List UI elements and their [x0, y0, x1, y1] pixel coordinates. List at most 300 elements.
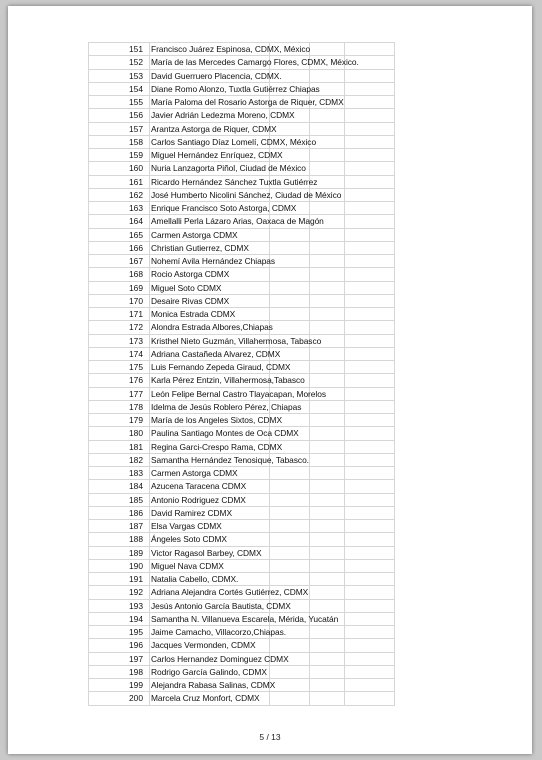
cell-divider	[344, 348, 345, 360]
cell-divider	[344, 573, 345, 585]
table-row	[89, 679, 395, 692]
cell-divider	[149, 202, 150, 214]
cell-divider	[309, 600, 310, 612]
row-name: María Paloma del Rosario Astorga de Riquer, CDMX	[151, 97, 344, 107]
cell-divider	[149, 56, 150, 68]
cell-divider	[309, 692, 310, 704]
cell-divider	[149, 162, 150, 174]
cell-divider	[149, 613, 150, 625]
row-number: 180	[129, 428, 143, 439]
table-row	[89, 441, 395, 454]
cell-divider	[149, 149, 150, 161]
cell-divider	[344, 560, 345, 572]
row-name: Amellalli Perla Lázaro Arias, Oaxaca de Magón	[151, 216, 324, 227]
cell-divider	[394, 176, 395, 188]
cell-divider	[269, 573, 270, 585]
cell-divider	[309, 348, 310, 360]
row-number: 156	[129, 110, 143, 121]
row-number: 197	[129, 653, 143, 664]
cell-divider	[149, 533, 150, 545]
cell-divider	[344, 96, 345, 108]
cell-divider	[309, 653, 310, 665]
cell-divider	[344, 229, 345, 241]
cell-divider	[269, 639, 270, 651]
row-number: 173	[129, 335, 143, 346]
row-name: Elsa Vargas CDMX	[151, 521, 222, 531]
cell-divider	[149, 494, 150, 506]
table-row	[89, 626, 395, 639]
row-name: Francisco Juárez Espinosa, CDMX, México	[151, 44, 311, 54]
table-row	[89, 70, 395, 83]
row-name: Samantha N. Villanueva Escarela, Mérida, Yucatán	[151, 613, 339, 624]
signature-table	[88, 42, 395, 706]
table-row	[89, 520, 395, 533]
cell-divider	[344, 189, 345, 201]
cell-divider	[149, 427, 150, 439]
row-number: 175	[129, 362, 143, 372]
row-number: 195	[129, 627, 143, 637]
cell-divider	[394, 653, 395, 665]
cell-divider	[149, 560, 150, 572]
cell-divider	[149, 573, 150, 585]
row-number: 182	[129, 454, 143, 465]
row-number: 158	[129, 136, 143, 147]
cell-divider	[344, 255, 345, 267]
cell-divider	[344, 441, 345, 453]
row-number: 162	[129, 189, 143, 200]
row-name: Alondra Estrada Albores,Chiapas	[151, 322, 273, 333]
cell-divider	[394, 520, 395, 532]
row-name: Natalia Cabello, CDMX.	[151, 574, 239, 584]
cell-divider	[394, 573, 395, 585]
cell-divider	[269, 533, 270, 545]
cell-divider	[344, 414, 345, 426]
row-number: 179	[129, 415, 143, 425]
cell-divider	[394, 454, 395, 466]
row-number: 199	[129, 680, 143, 690]
cell-divider	[309, 361, 310, 373]
cell-divider	[394, 268, 395, 280]
row-name: Rodrigo García Galindo, CDMX	[151, 666, 267, 677]
row-name: Luis Fernando Zepeda Giraud, CDMX	[151, 362, 291, 372]
row-number: 170	[129, 295, 143, 306]
cell-divider	[149, 255, 150, 267]
row-number: 166	[129, 242, 143, 253]
row-name: Idelma de Jesús Roblero Pérez, Chiapas	[151, 401, 302, 412]
cell-divider	[394, 560, 395, 572]
cell-divider	[344, 480, 345, 492]
cell-divider	[344, 282, 345, 294]
table-row	[89, 189, 395, 202]
cell-divider	[394, 480, 395, 492]
cell-divider	[269, 308, 270, 320]
cell-divider	[309, 520, 310, 532]
cell-divider	[394, 282, 395, 294]
cell-divider	[149, 454, 150, 466]
table-row	[89, 414, 395, 427]
cell-divider	[344, 613, 345, 625]
cell-divider	[149, 507, 150, 519]
table-row	[89, 335, 395, 348]
cell-divider	[344, 215, 345, 227]
table-row	[89, 560, 395, 573]
cell-divider	[344, 202, 345, 214]
cell-divider	[344, 600, 345, 612]
cell-divider	[344, 361, 345, 373]
cell-divider	[394, 639, 395, 651]
cell-divider	[149, 692, 150, 704]
row-number: 181	[129, 441, 143, 452]
cell-divider	[269, 295, 270, 307]
cell-divider	[269, 692, 270, 704]
row-name: Enrique Francisco Soto Astorga, CDMX	[151, 203, 297, 213]
cell-divider	[269, 480, 270, 492]
table-row	[89, 242, 395, 255]
row-name: Jesús Antonio García Bautista, CDMX	[151, 600, 291, 611]
cell-divider	[344, 321, 345, 333]
table-row	[89, 507, 395, 520]
cell-divider	[309, 268, 310, 280]
row-number: 200	[129, 693, 143, 704]
document-page	[8, 6, 532, 754]
cell-divider	[394, 600, 395, 612]
cell-divider	[269, 507, 270, 519]
cell-divider	[394, 202, 395, 214]
cell-divider	[394, 361, 395, 373]
table-row	[89, 202, 395, 215]
cell-divider	[344, 494, 345, 506]
cell-divider	[149, 441, 150, 453]
cell-divider	[344, 533, 345, 545]
row-name: Victor Ragasol Barbey, CDMX	[151, 547, 262, 558]
cell-divider	[269, 268, 270, 280]
row-number: 174	[129, 348, 143, 359]
row-name: David Guerruero Placencia, CDMX.	[151, 70, 282, 81]
cell-divider	[344, 666, 345, 678]
table-row	[89, 639, 395, 652]
cell-divider	[309, 454, 310, 466]
table-row	[89, 547, 395, 560]
cell-divider	[309, 573, 310, 585]
cell-divider	[149, 626, 150, 638]
cell-divider	[309, 123, 310, 135]
cell-divider	[269, 467, 270, 479]
cell-divider	[394, 414, 395, 426]
cell-divider	[344, 692, 345, 704]
row-number: 186	[129, 507, 143, 518]
row-number: 169	[129, 282, 143, 293]
cell-divider	[269, 560, 270, 572]
row-name: Carlos Santiago Díaz Lomelí, CDMX, México	[151, 136, 317, 147]
row-name: Monica Estrada CDMX	[151, 309, 236, 319]
table-row	[89, 321, 395, 334]
row-name: Adriana Alejandra Cortés Gutiérrez, CDMX	[151, 587, 309, 598]
table-row	[89, 533, 395, 546]
cell-divider	[149, 96, 150, 108]
table-row	[89, 586, 395, 599]
cell-divider	[149, 43, 150, 55]
cell-divider	[394, 613, 395, 625]
cell-divider	[309, 547, 310, 559]
cell-divider	[394, 189, 395, 201]
cell-divider	[309, 255, 310, 267]
row-number: 163	[129, 203, 143, 213]
row-number: 155	[129, 97, 143, 107]
cell-divider	[309, 533, 310, 545]
cell-divider	[344, 507, 345, 519]
cell-divider	[309, 308, 310, 320]
cell-divider	[149, 229, 150, 241]
cell-divider	[394, 43, 395, 55]
row-name: Desaire Rivas CDMX	[151, 295, 230, 306]
cell-divider	[344, 295, 345, 307]
row-number: 178	[129, 401, 143, 412]
row-name: Ricardo Hernández Sánchez Tuxtla Gutiérrez	[151, 176, 318, 187]
row-number: 161	[129, 176, 143, 187]
cell-divider	[344, 136, 345, 148]
cell-divider	[269, 282, 270, 294]
cell-divider	[309, 401, 310, 413]
cell-divider	[344, 70, 345, 82]
cell-divider	[309, 679, 310, 691]
cell-divider	[344, 388, 345, 400]
cell-divider	[394, 533, 395, 545]
cell-divider	[394, 374, 395, 386]
cell-divider	[149, 321, 150, 333]
cell-divider	[309, 242, 310, 254]
row-number: 152	[129, 57, 143, 68]
table-row	[89, 374, 395, 387]
cell-divider	[149, 268, 150, 280]
cell-divider	[309, 560, 310, 572]
row-number: 183	[129, 468, 143, 478]
cell-divider	[149, 679, 150, 691]
table-row	[89, 388, 395, 401]
cell-divider	[394, 242, 395, 254]
cell-divider	[344, 586, 345, 598]
cell-divider	[309, 467, 310, 479]
row-name: Carmen Astorga CDMX	[151, 229, 238, 240]
cell-divider	[309, 586, 310, 598]
row-name: José Humberto Nicolini Sánchez, Ciudad de México	[151, 189, 342, 200]
cell-divider	[149, 189, 150, 201]
row-name: Jaime Camacho, Villacorzo,Chiapas.	[151, 627, 286, 637]
cell-divider	[149, 480, 150, 492]
row-name: Marcela Cruz Monfort, CDMX	[151, 693, 260, 704]
cell-divider	[149, 653, 150, 665]
cell-divider	[344, 427, 345, 439]
cell-divider	[394, 679, 395, 691]
row-number: 190	[129, 560, 143, 571]
table-row	[89, 467, 395, 480]
table-row	[89, 295, 395, 308]
cell-divider	[394, 467, 395, 479]
cell-divider	[394, 441, 395, 453]
row-number: 171	[129, 309, 143, 319]
row-name: Rocio Astorga CDMX	[151, 269, 230, 280]
cell-divider	[344, 679, 345, 691]
cell-divider	[309, 70, 310, 82]
row-name: León Felipe Bernal Castro Tlayacapan, Morelos	[151, 388, 326, 399]
row-name: Miguel Nava CDMX	[151, 560, 224, 571]
cell-divider	[149, 401, 150, 413]
cell-divider	[344, 467, 345, 479]
cell-divider	[149, 123, 150, 135]
table-row	[89, 573, 395, 586]
cell-divider	[394, 215, 395, 227]
cell-divider	[309, 639, 310, 651]
cell-divider	[149, 666, 150, 678]
table-row	[89, 480, 395, 493]
cell-divider	[149, 83, 150, 95]
cell-divider	[309, 427, 310, 439]
table-row	[89, 613, 395, 626]
cell-divider	[394, 388, 395, 400]
row-name: Kristhel Nieto Guzmán, Villahermosa, Tabasco	[151, 335, 322, 346]
row-number: 184	[129, 481, 143, 492]
table-row	[89, 83, 395, 96]
row-number: 151	[129, 44, 143, 54]
row-number: 164	[129, 216, 143, 227]
cell-divider	[344, 374, 345, 386]
cell-divider	[309, 149, 310, 161]
row-number: 172	[129, 322, 143, 333]
cell-divider	[394, 308, 395, 320]
table-row	[89, 666, 395, 679]
cell-divider	[394, 321, 395, 333]
table-row	[89, 600, 395, 613]
cell-divider	[149, 242, 150, 254]
table-row	[89, 282, 395, 295]
cell-divider	[309, 666, 310, 678]
cell-divider	[394, 83, 395, 95]
table-row	[89, 268, 395, 281]
table-row	[89, 123, 395, 136]
cell-divider	[344, 242, 345, 254]
cell-divider	[309, 282, 310, 294]
table-row	[89, 215, 395, 228]
row-name: Regina Garci-Crespo Rama, CDMX	[151, 441, 283, 452]
row-name: Antonio Rodriguez CDMX	[151, 494, 246, 505]
table-row	[89, 229, 395, 242]
row-name: Javier Adrián Ledezma Moreno, CDMX	[151, 110, 295, 121]
cell-divider	[309, 374, 310, 386]
cell-divider	[394, 162, 395, 174]
row-number: 176	[129, 375, 143, 386]
cell-divider	[394, 255, 395, 267]
cell-divider	[269, 666, 270, 678]
cell-divider	[344, 123, 345, 135]
cell-divider	[394, 401, 395, 413]
table-row	[89, 162, 395, 175]
cell-divider	[394, 136, 395, 148]
cell-divider	[344, 547, 345, 559]
row-name: Alejandra Rabasa Salinas, CDMX	[151, 680, 276, 690]
row-name: Paulina Santiago Montes de Oca CDMX	[151, 428, 299, 439]
cell-divider	[269, 229, 270, 241]
cell-divider	[344, 335, 345, 347]
cell-divider	[149, 136, 150, 148]
table-row	[89, 454, 395, 467]
row-name: Arantza Astorga de Riquer, CDMX	[151, 123, 277, 134]
cell-divider	[149, 639, 150, 651]
row-number: 194	[129, 613, 143, 624]
row-number: 165	[129, 229, 143, 240]
row-name: Nuria Lanzagorta Piñol, Ciudad de México	[151, 163, 306, 174]
cell-divider	[344, 520, 345, 532]
cell-divider	[149, 600, 150, 612]
cell-divider	[344, 401, 345, 413]
cell-divider	[394, 70, 395, 82]
row-name: Samantha Hernández Tenosique, Tabasco.	[151, 454, 309, 465]
table-row	[89, 692, 395, 705]
cell-divider	[344, 308, 345, 320]
cell-divider	[344, 268, 345, 280]
row-name: David Ramirez CDMX	[151, 507, 233, 518]
cell-divider	[269, 547, 270, 559]
cell-divider	[149, 109, 150, 121]
cell-divider	[344, 639, 345, 651]
cell-divider	[344, 83, 345, 95]
table-row	[89, 401, 395, 414]
page-number: 5 / 13	[259, 732, 281, 742]
cell-divider	[309, 494, 310, 506]
table-row	[89, 96, 395, 109]
table-row	[89, 308, 395, 321]
cell-divider	[309, 441, 310, 453]
cell-divider	[309, 480, 310, 492]
cell-divider	[149, 335, 150, 347]
cell-divider	[149, 308, 150, 320]
cell-divider	[269, 242, 270, 254]
cell-divider	[394, 229, 395, 241]
cell-divider	[394, 295, 395, 307]
row-number: 159	[129, 150, 143, 160]
cell-divider	[149, 374, 150, 386]
table-row	[89, 427, 395, 440]
cell-divider	[394, 123, 395, 135]
cell-divider	[149, 361, 150, 373]
table-row	[89, 136, 395, 149]
row-name: Karla Pérez Entzin, Villahermosa,Tabasco	[151, 375, 305, 386]
row-name: Ángeles Soto CDMX	[151, 534, 227, 545]
cell-divider	[149, 586, 150, 598]
row-number: 157	[129, 123, 143, 134]
cell-divider	[149, 520, 150, 532]
cell-divider	[309, 109, 310, 121]
cell-divider	[394, 507, 395, 519]
table-row	[89, 255, 395, 268]
row-number: 177	[129, 388, 143, 399]
table-row	[89, 56, 395, 69]
cell-divider	[149, 348, 150, 360]
cell-divider	[394, 692, 395, 704]
cell-divider	[309, 321, 310, 333]
row-number: 189	[129, 547, 143, 558]
cell-divider	[149, 388, 150, 400]
cell-divider	[344, 162, 345, 174]
cell-divider	[149, 176, 150, 188]
cell-divider	[394, 626, 395, 638]
table-row	[89, 653, 395, 666]
cell-divider	[149, 414, 150, 426]
table-row	[89, 43, 395, 56]
cell-divider	[394, 109, 395, 121]
row-name: Miguel Soto CDMX	[151, 282, 222, 293]
row-number: 188	[129, 534, 143, 545]
row-number: 196	[129, 640, 143, 651]
cell-divider	[269, 520, 270, 532]
